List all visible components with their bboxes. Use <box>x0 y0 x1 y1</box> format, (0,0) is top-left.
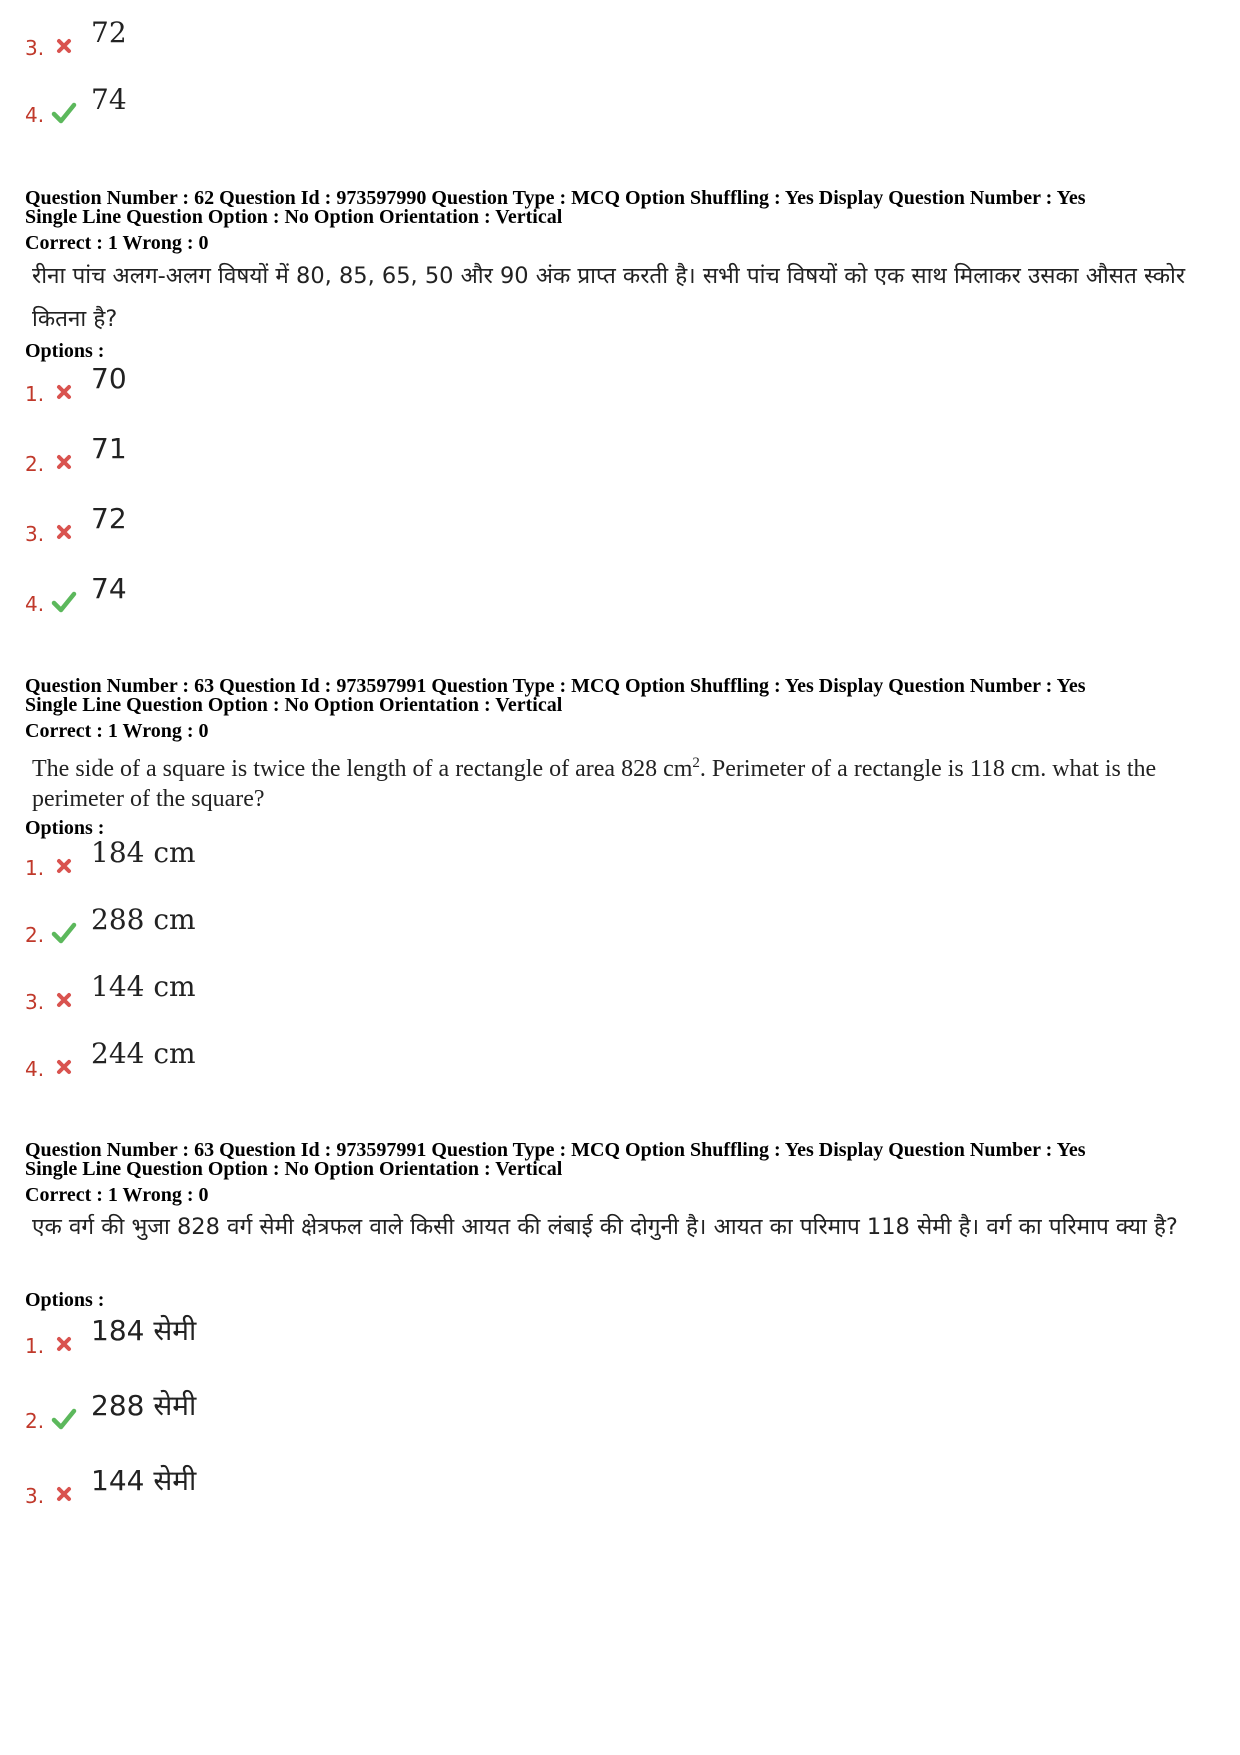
option-value: 72 <box>91 16 127 49</box>
option-row <box>25 434 127 474</box>
option-row <box>25 1316 196 1356</box>
option-number: 2. <box>25 452 45 476</box>
option-value: 144 cm <box>91 970 196 1003</box>
option-value: 74 <box>91 83 127 116</box>
option-number: 1. <box>25 382 45 406</box>
option-row <box>25 574 127 614</box>
option-number: 3. <box>25 36 45 60</box>
option-row <box>25 972 196 1012</box>
option-number: 1. <box>25 1334 45 1358</box>
question-meta-2: Single Line Question Option : No Option Orientation : Vertical <box>25 1158 563 1180</box>
score-line: Correct : 1 Wrong : 0 <box>25 232 209 254</box>
score-line: Correct : 1 Wrong : 0 <box>25 1184 209 1206</box>
option-number: 2. <box>25 923 45 947</box>
score-line: Correct : 1 Wrong : 0 <box>25 720 209 742</box>
option-row <box>25 364 127 404</box>
wrong-icon <box>51 380 77 404</box>
option-value: 184 cm <box>91 836 196 869</box>
question-text-part2: . Perimeter of a rectangle is 118 cm. what is the perimeter of the square? <box>32 756 1157 812</box>
wrong-icon <box>51 1332 77 1356</box>
options-label: Options : <box>25 817 105 839</box>
option-number: 3. <box>25 1484 45 1508</box>
option-row <box>25 504 127 544</box>
option-value: 244 cm <box>91 1037 196 1070</box>
wrong-icon <box>51 1055 77 1079</box>
question-meta-2: Single Line Question Option : No Option Orientation : Vertical <box>25 694 563 716</box>
option-number: 3. <box>25 990 45 1014</box>
question-meta: Question Number : 63 Question Id : 973597991 Question Type : MCQ Option Shuffling : Yes Display Question Number : Yes <box>25 1139 1086 1161</box>
option-value: 288 सेमी <box>91 1389 197 1422</box>
option-value: 72 <box>91 502 127 535</box>
check-icon <box>51 590 77 614</box>
option-number: 3. <box>25 522 45 546</box>
option-row <box>25 85 127 125</box>
option-value: 70 <box>91 362 127 395</box>
option-row <box>25 905 196 945</box>
option-value: 184 सेमी <box>91 1314 197 1347</box>
question-meta-2: Single Line Question Option : No Option Orientation : Vertical <box>25 206 563 228</box>
options-label: Options : <box>25 340 105 362</box>
options-label: Options : <box>25 1289 105 1311</box>
option-number: 2. <box>25 1409 45 1433</box>
option-number: 4. <box>25 592 45 616</box>
question-meta: Question Number : 62 Question Id : 973597990 Question Type : MCQ Option Shuffling : Yes Display Question Number : Yes <box>25 187 1086 209</box>
option-row <box>25 1039 196 1079</box>
option-value: 74 <box>91 572 127 605</box>
option-number: 4. <box>25 103 45 127</box>
question-text-part1: The side of a square is twice the length of a rectangle of area 828 cm <box>32 756 693 782</box>
option-value: 288 cm <box>91 903 196 936</box>
wrong-icon <box>51 854 77 878</box>
question-text: एक वर्ग की भुजा 828 वर्ग सेमी क्षेत्रफल वाले किसी आयत की लंबाई की दोगुनी है। आयत का परिमाप 118 सेमी है। वर्ग का परिमाप क्या है? <box>32 1214 1178 1240</box>
question-meta: Question Number : 63 Question Id : 973597991 Question Type : MCQ Option Shuffling : Yes Display Question Number : Yes <box>25 675 1086 697</box>
option-row <box>25 838 196 878</box>
wrong-icon <box>51 520 77 544</box>
option-row <box>25 1466 196 1506</box>
option-row <box>25 1391 196 1431</box>
wrong-icon <box>51 450 77 474</box>
check-icon <box>51 101 77 125</box>
option-number: 4. <box>25 1057 45 1081</box>
question-text <box>32 748 1217 814</box>
wrong-icon <box>51 988 77 1012</box>
wrong-icon <box>51 1482 77 1506</box>
option-value: 144 सेमी <box>91 1464 197 1497</box>
option-row <box>25 18 127 58</box>
question-text: रीना पांच अलग-अलग विषयों में 80, 85, 65, 50 और 90 अंक प्राप्त करती है। सभी पांच विषयों को एक साथ मिलाकर उसका औसत स्कोर कितना है? <box>32 263 1186 332</box>
check-icon <box>51 1407 77 1431</box>
superscript: 2 <box>692 755 700 771</box>
option-number: 1. <box>25 856 45 880</box>
wrong-icon <box>51 34 77 58</box>
option-value: 71 <box>91 432 127 465</box>
check-icon <box>51 921 77 945</box>
